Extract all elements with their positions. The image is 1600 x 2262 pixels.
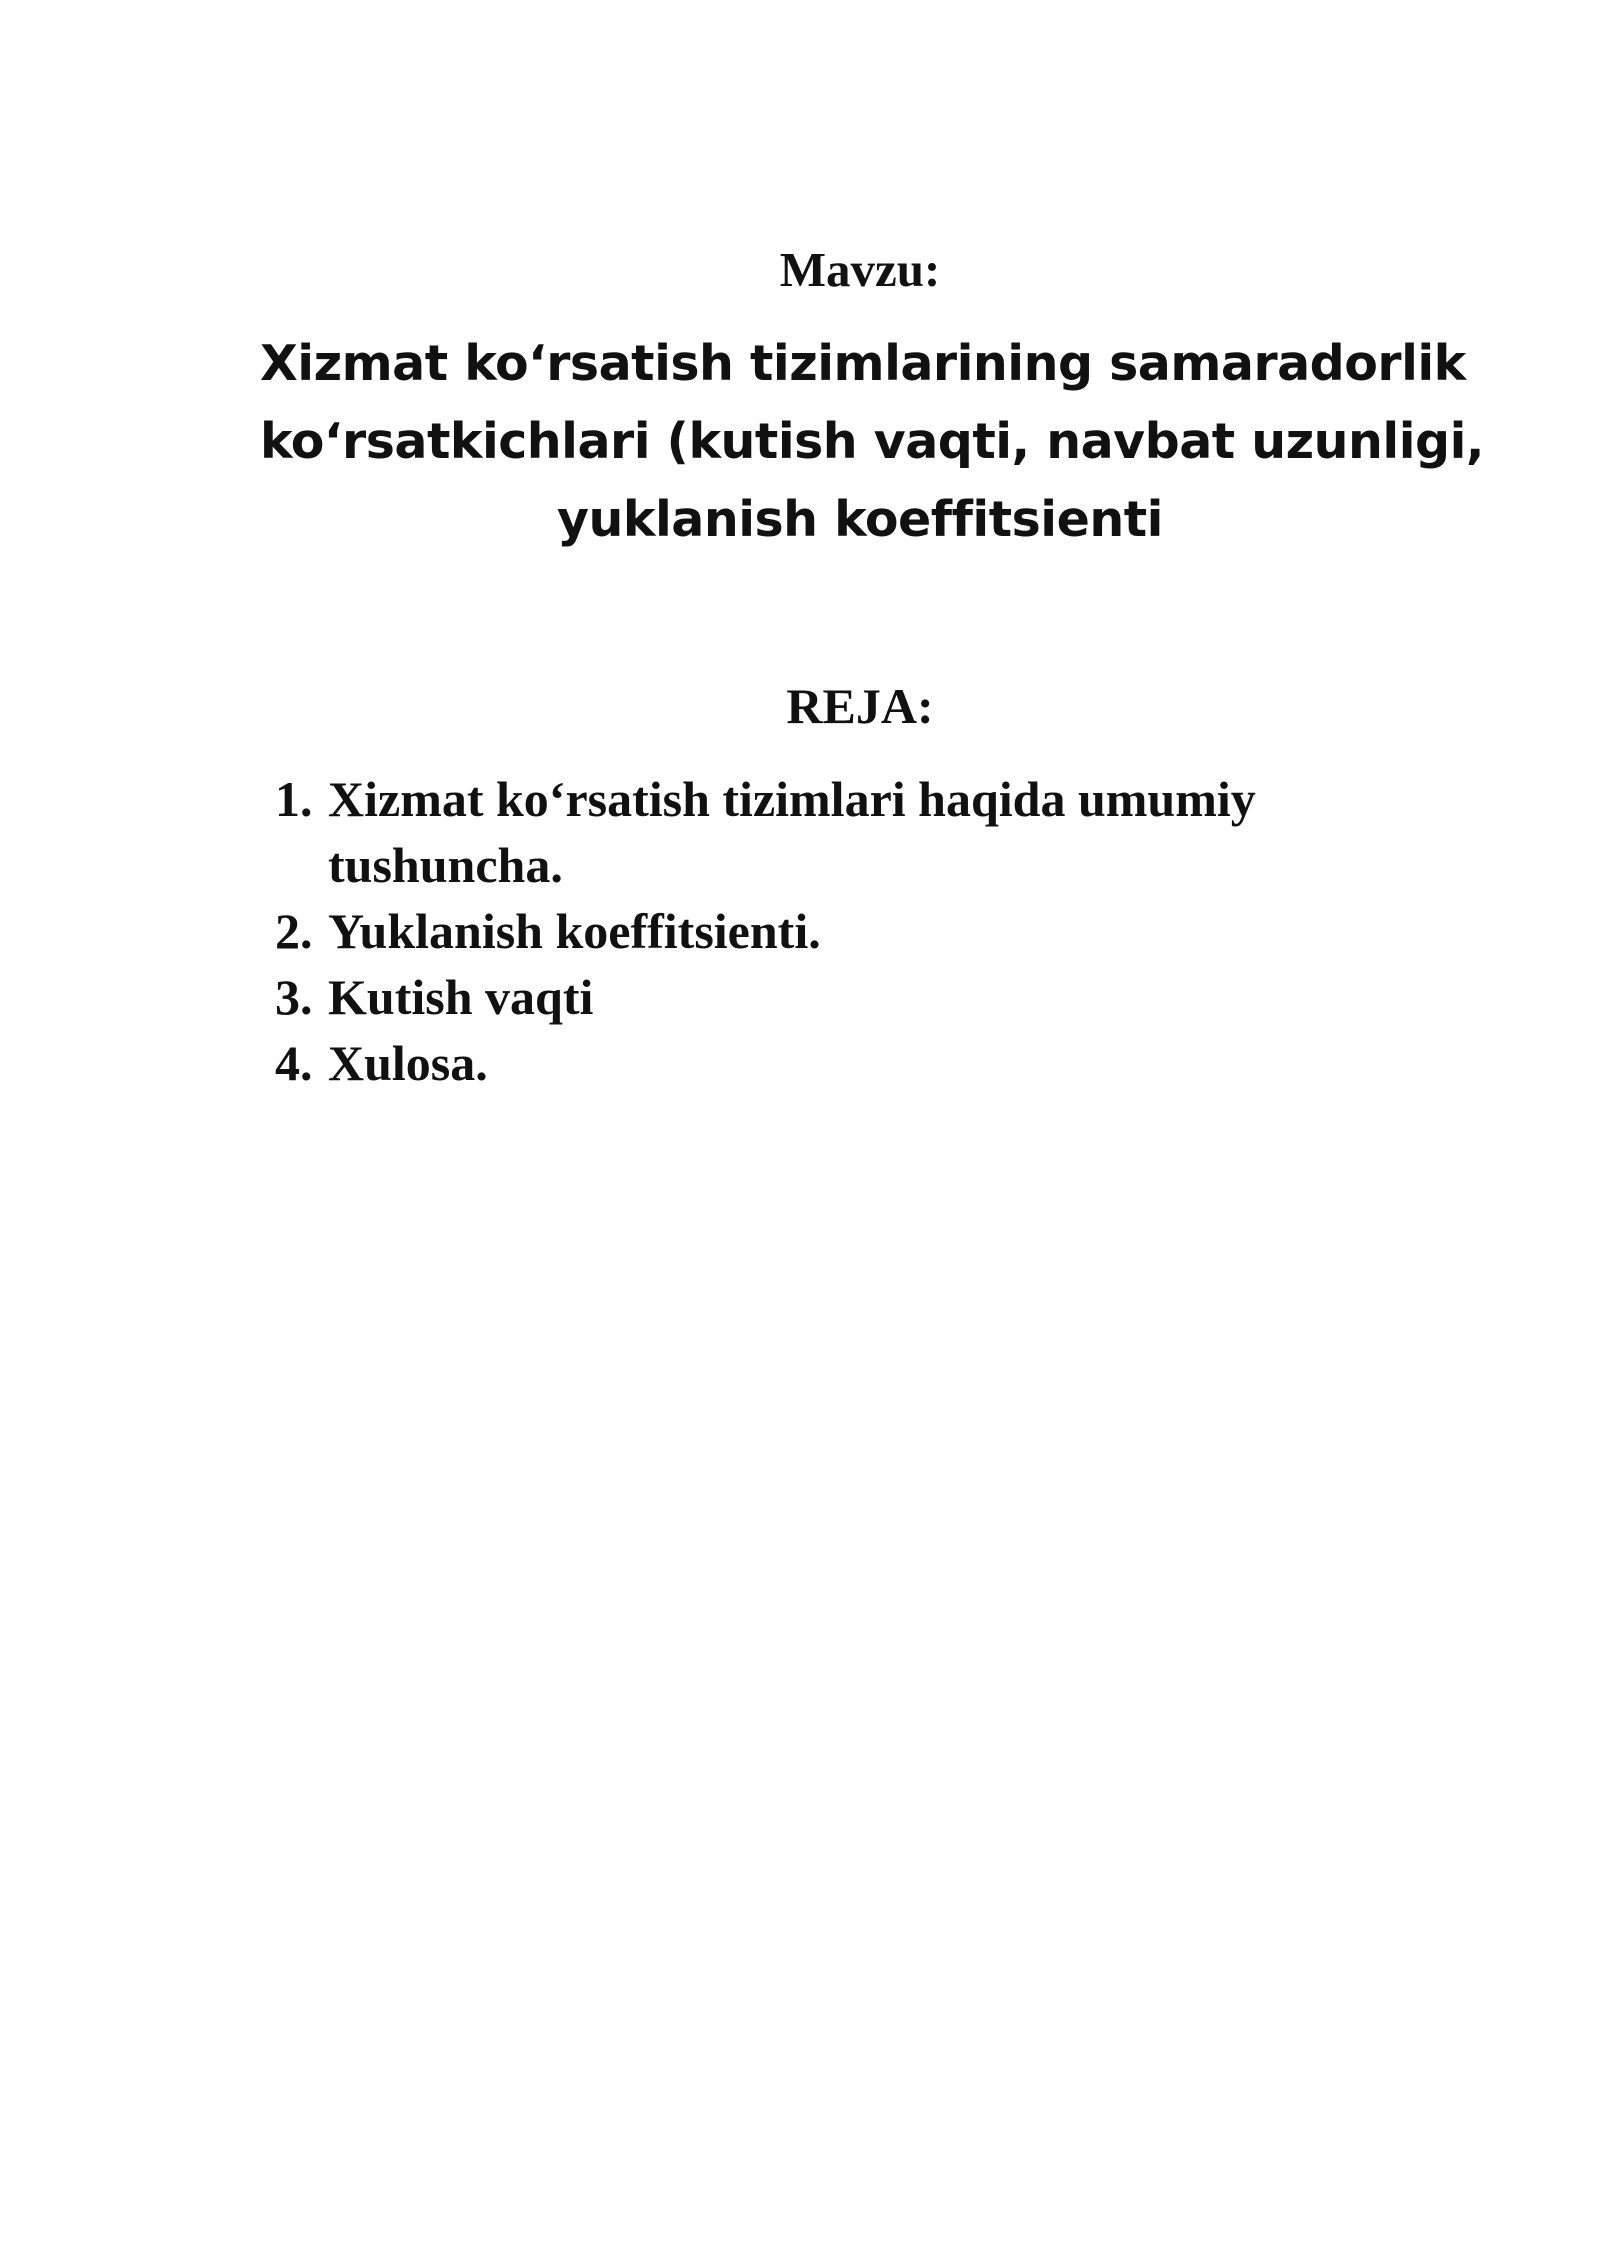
plan-item-number: 3.: [275, 969, 313, 1025]
plan-item-text: Xulosa.: [328, 1035, 488, 1091]
plan-list: [275, 766, 1425, 1096]
plan-item: [275, 1030, 1425, 1096]
plan-item-number: 4.: [275, 1035, 313, 1091]
plan-item: [275, 766, 1425, 898]
plan-item-text: Xizmat koʻrsatish tizimlari haqida umumiy tushuncha.: [328, 771, 1256, 893]
plan-item-number: 2.: [275, 903, 313, 959]
plan-item-text: Yuklanish koeffitsienti.: [328, 903, 821, 959]
topic-title: [260, 325, 1484, 559]
plan-item: [275, 964, 1425, 1030]
plan-item-text: Kutish vaqti: [328, 969, 594, 1025]
topic-title-line: koʻrsatkichlari (kutish vaqti, navbat uzunligi,: [260, 413, 1484, 470]
plan-heading: REJA:: [786, 678, 934, 734]
plan-item: [275, 898, 1425, 964]
topic-title-line: yuklanish koeffitsienti: [557, 491, 1163, 548]
topic-label: Mavzu:: [779, 242, 941, 297]
plan-item-number: 1.: [275, 771, 313, 827]
topic-title-line: Xizmat koʻrsatish tizimlarining samaradorlik: [260, 335, 1466, 392]
